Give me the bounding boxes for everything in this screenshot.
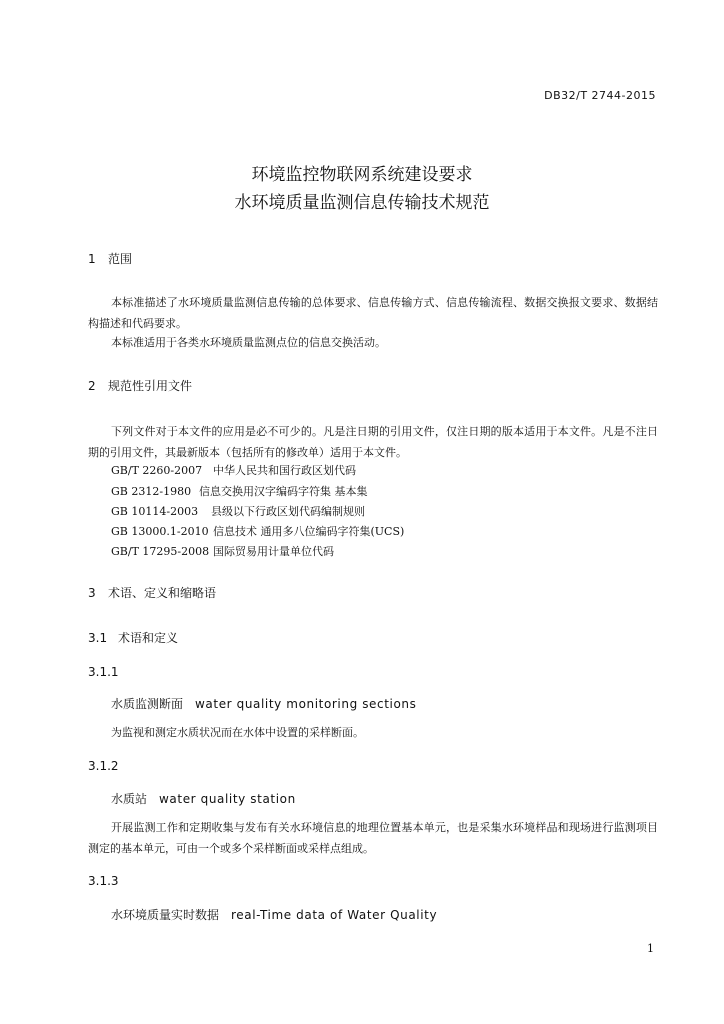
reference-code: GB/T 2260-2007 (111, 464, 203, 477)
section-2-heading (88, 377, 192, 394)
clause-number: 3.1.1 (88, 665, 119, 679)
section-number: 2 (88, 379, 96, 393)
section-number: 3 (88, 586, 96, 600)
reference-code: GB 13000.1-2010 (111, 525, 209, 538)
section-3-1-heading (88, 629, 178, 646)
reference-name: 信息交换用汉字编码字符集 基本集 (199, 485, 368, 498)
document-title-line2: 水环境质量监测信息传输技术规范 (234, 193, 490, 213)
section-title: 术语、定义和缩略语 (108, 586, 217, 600)
section-title: 规范性引用文件 (108, 379, 193, 393)
reference-item (111, 523, 404, 539)
reference-item (111, 543, 334, 559)
term-chinese: 水质站 (111, 792, 148, 806)
term-english: water quality station (159, 792, 296, 806)
term-chinese: 水质监测断面 (111, 697, 184, 711)
reference-item (111, 503, 365, 519)
reference-code: GB/T 17295-2008 (111, 545, 210, 558)
term-definition: 为监视和测定水质状况而在水体中设置的采样断面。 (111, 726, 364, 739)
reference-name: 国际贸易用计量单位代码 (213, 545, 334, 558)
term-chinese: 水环境质量实时数据 (111, 908, 220, 922)
clause-number: 3.1.3 (88, 874, 119, 888)
standard-code: DB32/T 2744-2015 (544, 89, 656, 102)
reference-name: 县级以下行政区划代码编制规则 (211, 505, 365, 518)
document-title-line1: 环境监控物联网系统建设要求 (251, 165, 473, 185)
section-1-paragraph-2: 本标准适用于各类水环境质量监测点位的信息交换活动。 (111, 336, 386, 349)
reference-item (111, 483, 368, 499)
term-entry (111, 790, 296, 807)
term-english: water quality monitoring sections (195, 697, 417, 711)
reference-name: 信息技术 通用多八位编码字符集(UCS) (213, 525, 405, 538)
section-title: 术语和定义 (118, 631, 179, 645)
clause-number: 3.1.2 (88, 759, 119, 773)
section-2-paragraph-1: 下列文件对于本文件的应用是必不可少的。凡是注日期的引用文件，仅注日期的版本适用于本文件。凡是不注日期的引用文件，其最新版本（包括所有的修改单）适用于本文件。 (88, 425, 658, 459)
reference-code: GB 10114-2003 (111, 505, 199, 518)
section-3-heading (88, 584, 216, 601)
section-1-paragraph-1: 本标准描述了水环境质量监测信息传输的总体要求、信息传输方式、信息传输流程、数据交换报文要求、数据结构描述和代码要求。 (88, 296, 658, 330)
reference-code: GB 2312-1980 (111, 485, 192, 498)
section-number: 3.1 (88, 631, 108, 645)
reference-item (111, 462, 356, 478)
term-english: real-Time data of Water Quality (231, 908, 438, 922)
page-number: 1 (647, 942, 654, 955)
term-entry (111, 695, 416, 712)
section-number: 1 (88, 252, 96, 266)
section-title: 范围 (108, 252, 133, 266)
reference-name: 中华人民共和国行政区划代码 (213, 464, 356, 477)
section-1-heading (88, 250, 132, 267)
term-entry (111, 906, 437, 923)
term-definition: 开展监测工作和定期收集与发布有关水环境信息的地理位置基本单元，也是采集水环境样品和现场进行监测项目测定的基本单元，可由一个或多个采样断面或采样点组成。 (88, 821, 658, 855)
